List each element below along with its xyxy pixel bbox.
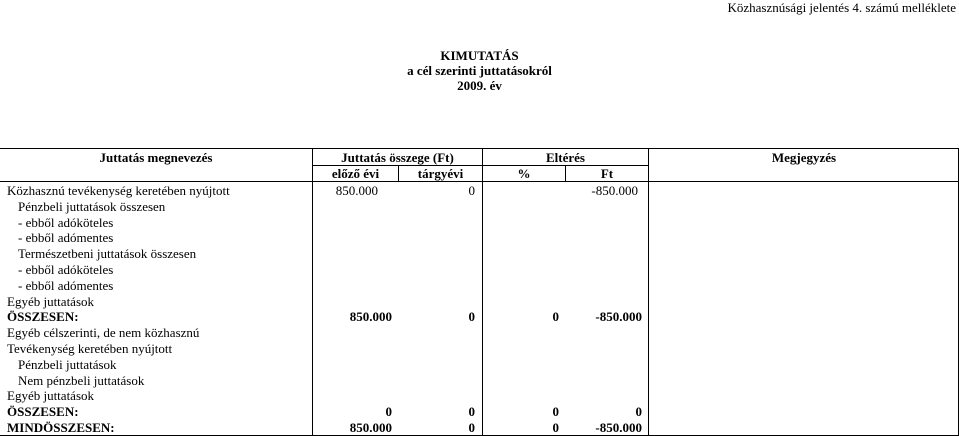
header-ft: Ft	[600, 166, 614, 181]
cell-ft: -850.000	[595, 309, 642, 324]
cell-current-year: 0	[468, 309, 475, 324]
header-name: Juttatás megnevezés	[99, 150, 213, 165]
cell-percent: 0	[552, 404, 559, 419]
row-label: Természetbeni juttatások összesen	[18, 246, 197, 261]
row-label: - ebből adóköteles	[18, 215, 114, 230]
title-line-2: a cél szerinti juttatásokról	[407, 63, 552, 78]
row-label: Egyéb célszerinti, de nem közhasznú	[7, 325, 200, 340]
cell-previous-year: 850.000	[349, 420, 392, 435]
row-label: Nem pénzbeli juttatások	[18, 373, 145, 388]
column-divider	[312, 148, 313, 436]
cell-ft: 0	[635, 404, 642, 419]
annex-note: Közhasznúsági jelentés 4. számú melléklete	[727, 0, 956, 15]
column-divider	[565, 165, 566, 182]
column-divider	[398, 165, 399, 182]
row-label: Tevékenység keretében nyújtott	[7, 341, 173, 356]
header-notes: Megjegyzés	[771, 150, 837, 165]
cell-previous-year: 850.000	[335, 183, 378, 198]
row-label: - ebből adóköteles	[18, 262, 114, 277]
cell-ft: -850.000	[595, 420, 642, 435]
row-label: Közhasznú tevékenység keretében nyújtott	[7, 183, 230, 198]
header-difference: Eltérés	[546, 150, 585, 165]
cell-previous-year: 0	[385, 404, 392, 419]
row-label: Egyéb juttatások	[7, 388, 95, 403]
row-label: ÖSSZESEN:	[7, 309, 79, 324]
row-label: Egyéb juttatások	[7, 294, 95, 309]
cell-current-year: 0	[468, 420, 475, 435]
cell-percent: 0	[552, 309, 559, 324]
cell-percent: 0	[552, 420, 559, 435]
cell-previous-year: 850.000	[349, 309, 392, 324]
cell-current-year: 0	[468, 404, 475, 419]
title-line-1: KIMUTATÁS	[440, 48, 519, 63]
header-bottom-border	[0, 181, 959, 182]
row-label: Pénzbeli juttatások	[18, 357, 117, 372]
column-divider	[648, 148, 649, 436]
row-label: - ebből adómentes	[18, 278, 114, 293]
row-label: MINDÖSSZESEN:	[7, 420, 115, 435]
row-label: ÖSSZESEN:	[7, 404, 79, 419]
header-previous-year: előző évi	[331, 166, 380, 181]
table-top-border	[0, 148, 959, 149]
cell-ft: -850.000	[591, 183, 638, 198]
header-divider	[313, 165, 649, 166]
header-amount: Juttatás összege (Ft)	[341, 150, 454, 165]
title-line-3: 2009. év	[457, 78, 502, 93]
row-label: Pénzbeli juttatások összesen	[18, 199, 166, 214]
cell-current-year: 0	[468, 183, 475, 198]
row-label: - ebből adómentes	[18, 230, 114, 245]
column-divider	[482, 148, 483, 436]
header-current-year: tárgyévi	[417, 166, 464, 181]
header-percent: %	[517, 166, 531, 181]
